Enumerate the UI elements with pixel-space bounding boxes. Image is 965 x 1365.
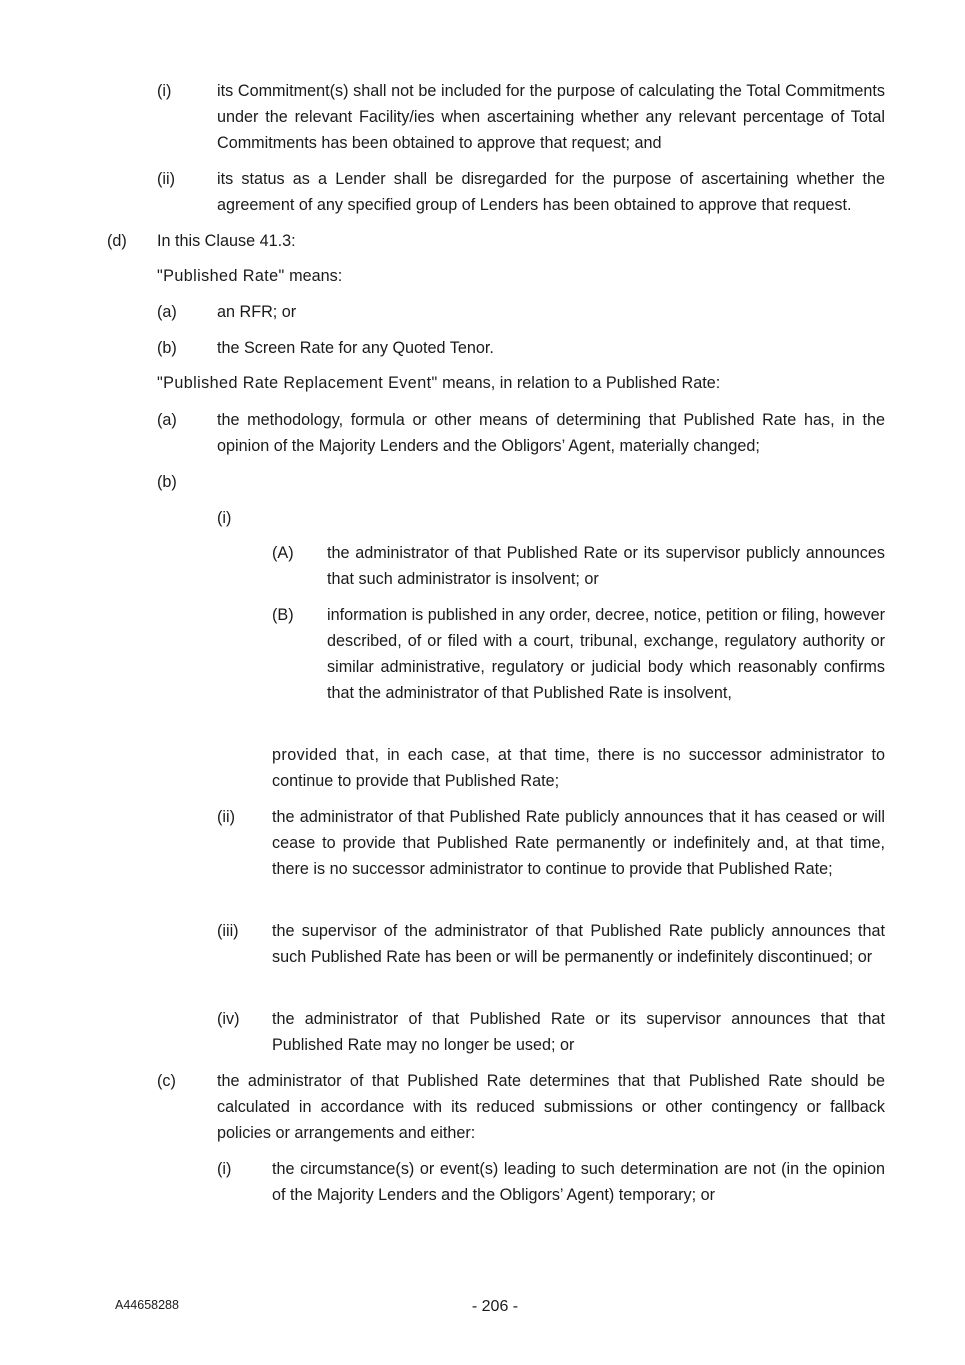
clause-text: the administrator of that Published Rate publicly announces that it has ceased or will cease to provide that Published Rate permanently or indefinitely and, at that time, there is no successor administrator to continue to provide that Published Rate; — [272, 808, 885, 878]
clause-text: the supervisor of the administrator of that Published Rate publicly announces that such Published Rate has been or will be permanently or indefinitely discontinued; or — [272, 922, 885, 966]
clause-label: (i) — [157, 82, 172, 100]
clause-text: the methodology, formula or other means of determining that Published Rate has, in the opinion of the Majority Lenders and the Obligors’ Agent, materially changed; — [217, 411, 885, 455]
clause-label: (iv) — [217, 1010, 240, 1028]
clause-label: (ii) — [217, 808, 235, 826]
clause-label: (a) — [157, 303, 177, 321]
proviso-term: provided that — [272, 746, 375, 764]
clause-text: the administrator of that Published Rate or its supervisor publicly announces that such administrator is insolvent; or — [327, 544, 885, 588]
proviso-text — [272, 742, 885, 794]
clause-label: (d) — [107, 232, 127, 250]
definition-rest: means: — [284, 267, 343, 285]
clause-label: (iii) — [217, 922, 239, 940]
clause-label: (A) — [272, 544, 294, 562]
defined-term: "Published Rate Replacement Event" — [157, 374, 438, 392]
clause-text: the circumstance(s) or event(s) leading to such determination are not (in the opinion of the Majority Lenders and the Obligors’ Agent) temporary; or — [272, 1160, 885, 1204]
clause-text: the administrator of that Published Rate determines that that Published Rate should be calculated in accordance with its reduced submissions or other contingency or fallback policies or arrangements and either: — [217, 1072, 885, 1142]
clause-label: (ii) — [157, 170, 175, 188]
definition-rest: means, in relation to a Published Rate: — [437, 374, 721, 392]
clause-label: (b) — [157, 473, 177, 491]
clause-label: (b) — [157, 339, 177, 357]
clause-text: an RFR; or — [217, 303, 297, 321]
clause-label: (B) — [272, 606, 294, 624]
proviso-rest: , in each case, at that time, there is no successor administrator to continue to provide that Published Rate; — [272, 746, 885, 790]
defined-term: "Published Rate" — [157, 267, 285, 285]
clause-text: the administrator of that Published Rate or its supervisor announces that that Published Rate may no longer be used; or — [272, 1010, 885, 1054]
definition-published-rate — [157, 263, 342, 289]
document-reference: A44658288 — [115, 1298, 179, 1312]
clause-text: the Screen Rate for any Quoted Tenor. — [217, 339, 494, 357]
clause-text: In this Clause 41.3: — [157, 232, 296, 250]
definition-replacement-event — [157, 370, 720, 396]
clause-text: information is published in any order, decree, notice, petition or filing, however described, of or filed with a court, tribunal, exchange, regulatory authority or similar administrative, regulatory or judicial body which reasonably confirms that the administrator of that Published Rate is insolvent, — [327, 606, 885, 702]
clause-text: its status as a Lender shall be disregarded for the purpose of ascertaining whether the agreement of any specified group of Lenders has been obtained to approve that request. — [217, 170, 885, 214]
clause-label: (a) — [157, 411, 177, 429]
clause-label: (i) — [217, 1160, 232, 1178]
clause-label: (c) — [157, 1072, 176, 1090]
page-number: - 206 - — [471, 1298, 519, 1315]
clause-text: its Commitment(s) shall not be included for the purpose of calculating the Total Commitments under the relevant Facility/ies when ascertaining whether any relevant percentage of Total Commitments has been obtained to approve that request; and — [217, 82, 885, 152]
clause-label: (i) — [217, 509, 232, 527]
